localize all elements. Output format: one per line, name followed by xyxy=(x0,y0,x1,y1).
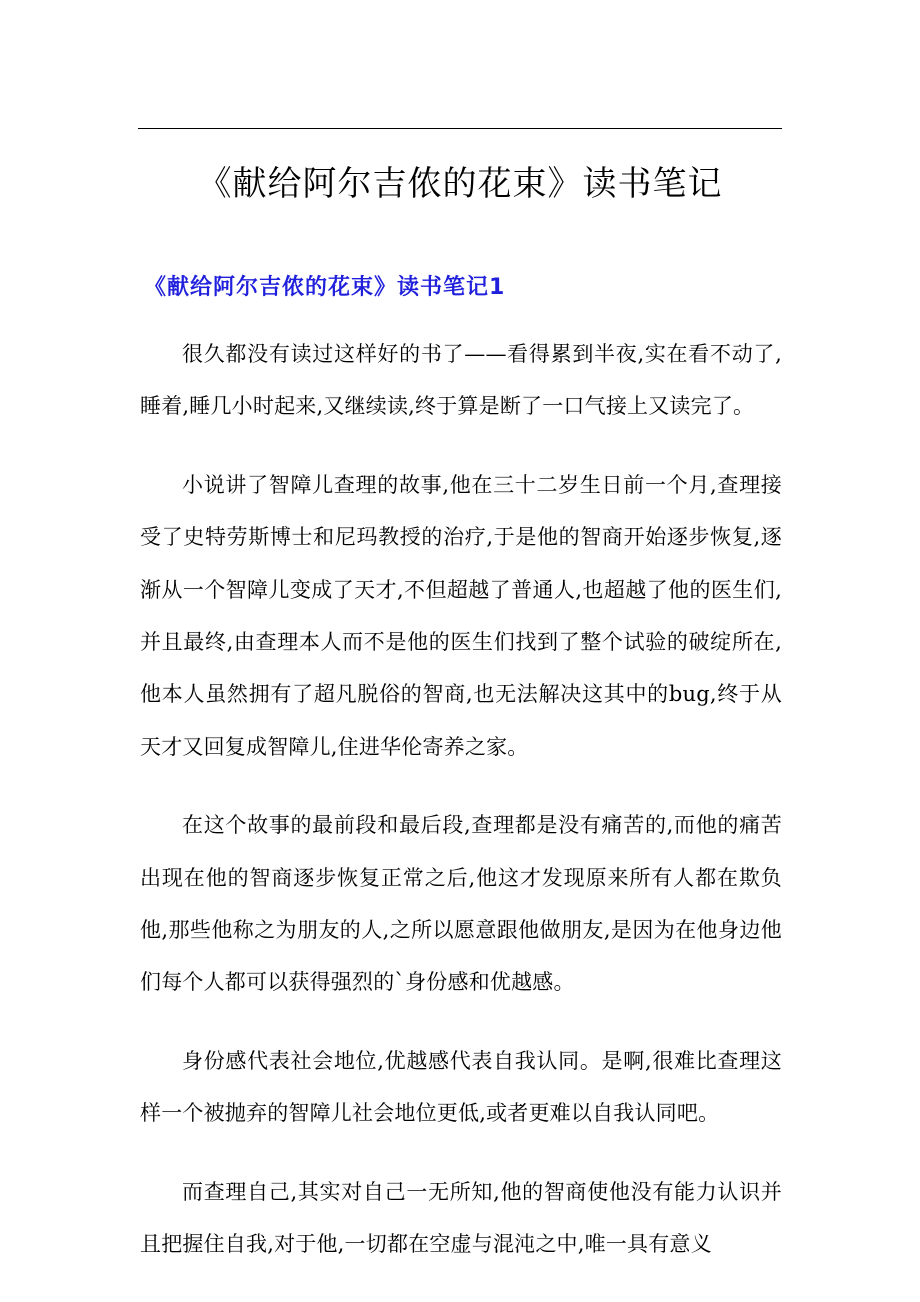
paragraph: 身份感代表社会地位,优越感代表自我认同。是啊,很难比查理这样一个被抛弃的智障儿社会地位更低,或者更难以自我认同吧。 xyxy=(140,1048,782,1126)
paragraph: 在这个故事的最前段和最后段,查理都是没有痛苦的,而他的痛苦出现在他的智商逐步恢复正常之后,他这才发现原来所有人都在欺负他,那些他称之为朋友的人,之所以愿意跟他做朋友,是因为在他身边他们每个人都可以获得强烈的`身份感和优越感。 xyxy=(140,813,782,995)
paragraph: 而查理自己,其实对自己一无所知,他的智商使他没有能力认识并且把握住自我,对于他,一切都在空虚与混沌之中,唯一具有意义 xyxy=(140,1179,782,1257)
paragraph: 小说讲了智障儿查理的故事,他在三十二岁生日前一个月,查理接受了史特劳斯博士和尼玛教授的治疗,于是他的智商开始逐步恢复,逐渐从一个智障儿变成了天才,不但超越了普通人,也超越了他的医生们,并且最终,由查理本人而不是他的医生们找到了整个试验的破绽所在,他本人虽然拥有了超凡脱俗的智商,也无法解决这其中的bug,终于从天才又回复成智障儿,住进华伦寄养之家。 xyxy=(140,472,782,759)
body-text xyxy=(140,328,782,1297)
document-title: 《献给阿尔吉侬的花束》读书笔记 xyxy=(197,164,723,204)
header-rule xyxy=(138,128,782,129)
paragraph: 很久都没有读过这样好的书了——看得累到半夜,实在看不动了,睡着,睡几小时起来,又继续读,终于算是断了一口气接上又读完了。 xyxy=(140,342,782,419)
section-heading: 《献给阿尔吉侬的花束》读书笔记1 xyxy=(144,275,506,300)
